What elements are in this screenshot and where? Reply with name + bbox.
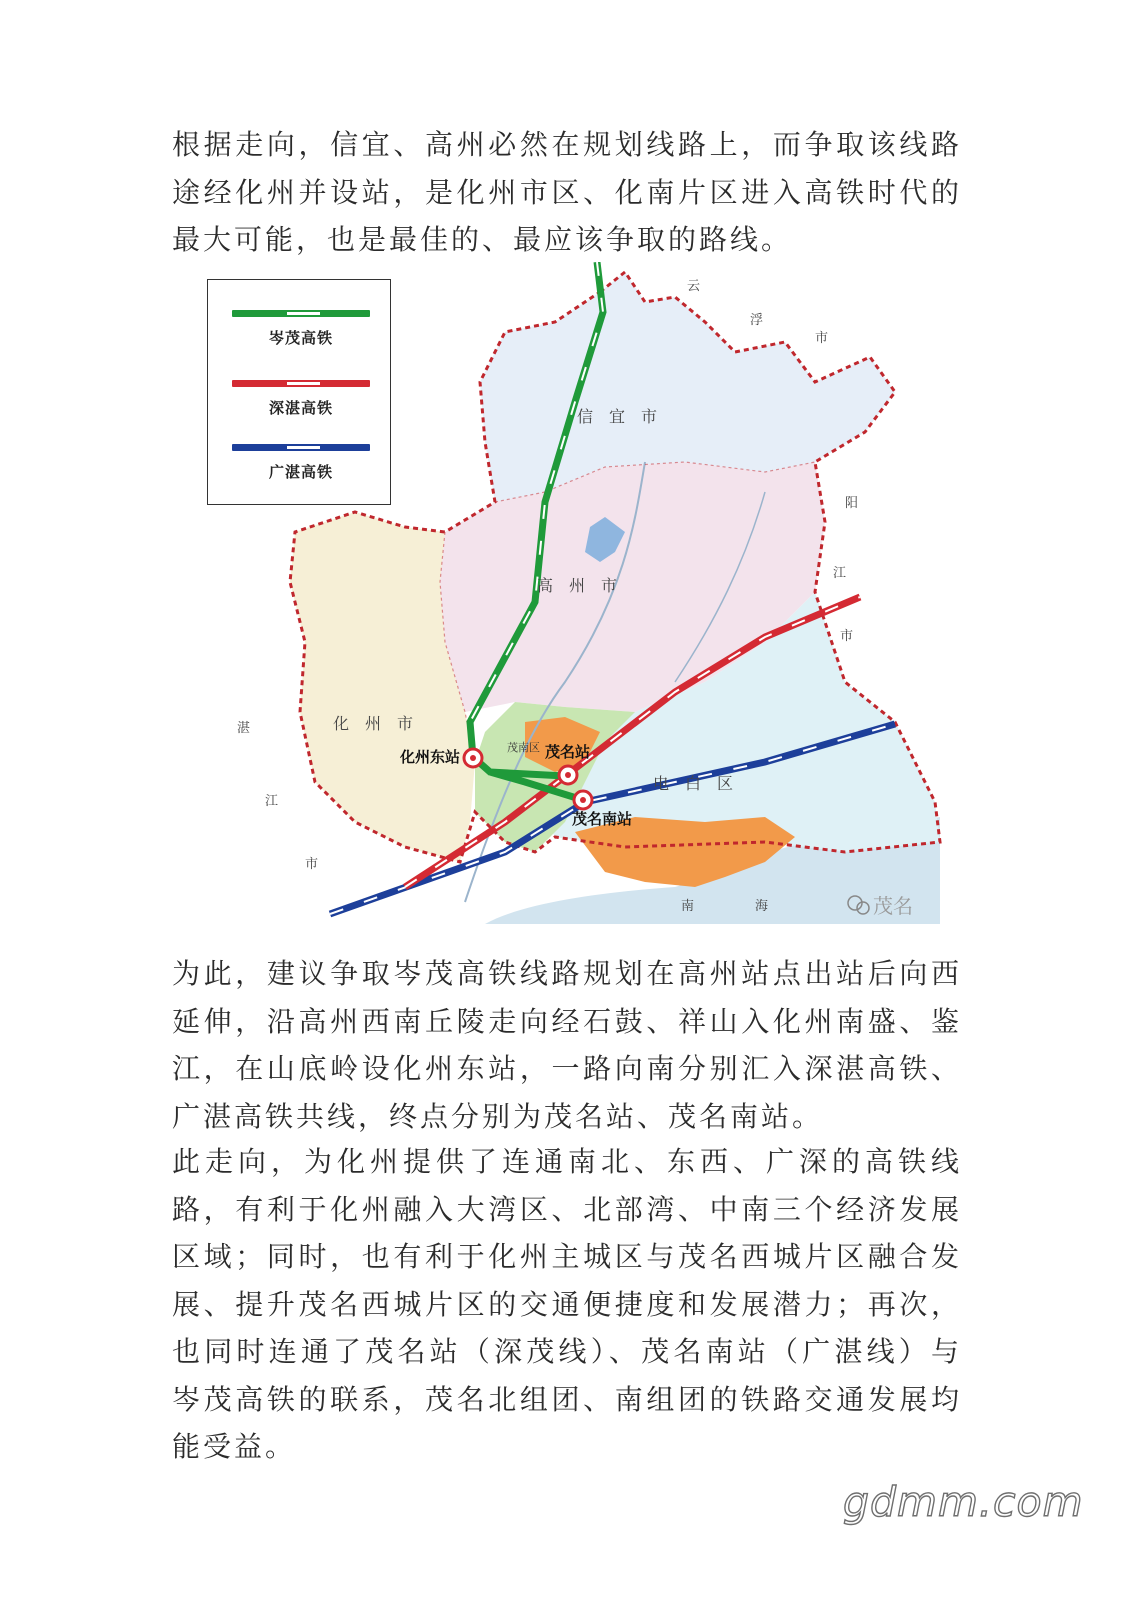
paragraph-intro: 根据走向，信宜、高州必然在规划线路上，而争取该线路途经化州并设站，是化州市区、化南片区进入高铁时代的最大可能，也是最佳的、最应该争取的路线。 — [172, 128, 962, 256]
label-neighbor: 浮 — [750, 313, 764, 328]
label-huazhou: 化 州 市 — [333, 714, 414, 733]
map-legend — [207, 279, 391, 505]
label-neighbor: 阳 — [845, 496, 859, 511]
legend-label: 深湛高铁 — [268, 399, 333, 417]
label-neighbor: 市 — [815, 331, 829, 346]
label-maonan: 茂南区 — [507, 741, 540, 754]
station-huazhou-east-marker — [464, 749, 482, 767]
label-xinyi: 信 宜 市 — [577, 407, 658, 426]
legend-label: 广湛高铁 — [268, 463, 333, 481]
label-neighbor: 市 — [305, 857, 319, 872]
station-maoming-marker — [559, 766, 577, 784]
legend-item-cenmao — [232, 310, 370, 348]
label-neighbor: 江 — [265, 794, 279, 809]
label-gaozhou: 高 州 市 — [537, 576, 618, 595]
label-station-maoming-south: 茂名南站 — [572, 810, 633, 828]
label-neighbor: 江 — [833, 566, 847, 581]
legend-item-guangzhan — [232, 444, 370, 482]
label-neighbor: 南 — [681, 899, 695, 914]
legend-swatch-green — [232, 310, 370, 317]
label-neighbor: 湛 — [237, 721, 251, 736]
label-source: 茂名 — [873, 894, 913, 918]
site-watermark: gdmm.com — [843, 1478, 1084, 1526]
paragraph-benefits: 此走向，为化州提供了连通南北、东西、广深的高铁线路，有利于化州融入大湾区、北部湾、中南三个经济发展区域；同时，也有利于化州主城区与茂名西城片区融合发展、提升茂名西城片区的交通便捷度和发展潜力；再次，也同时连通了茂名站（深茂线）、茂名南站（广湛线）与岑茂高铁的联系，茂名北组团、南组团的铁路交通发展均能受益。 — [172, 1145, 962, 1463]
paragraph-proposal: 为此，建议争取岑茂高铁线路规划在高州站点出站后向西延伸，沿高州西南丘陵走向经石鼓、祥山入化州南盛、鉴江，在山底岭设化州东站，一路向南分别汇入深湛高铁、广湛高铁共线，终点分别为茂名站、茂名南站。 — [172, 957, 962, 1133]
legend-swatch-red — [232, 380, 370, 387]
label-neighbor: 市 — [840, 629, 854, 644]
station-maoming-south-marker — [574, 791, 592, 809]
label-station-maoming: 茂名站 — [545, 743, 591, 761]
legend-swatch-blue — [232, 444, 370, 451]
legend-item-shenzhan — [232, 380, 370, 418]
label-station-huazhou-east: 化州东站 — [400, 748, 461, 766]
label-neighbor: 云 — [687, 279, 701, 294]
label-neighbor: 海 — [755, 899, 769, 914]
legend-label: 岑茂高铁 — [268, 329, 333, 347]
label-dianbai: 电 白 区 — [653, 774, 734, 793]
